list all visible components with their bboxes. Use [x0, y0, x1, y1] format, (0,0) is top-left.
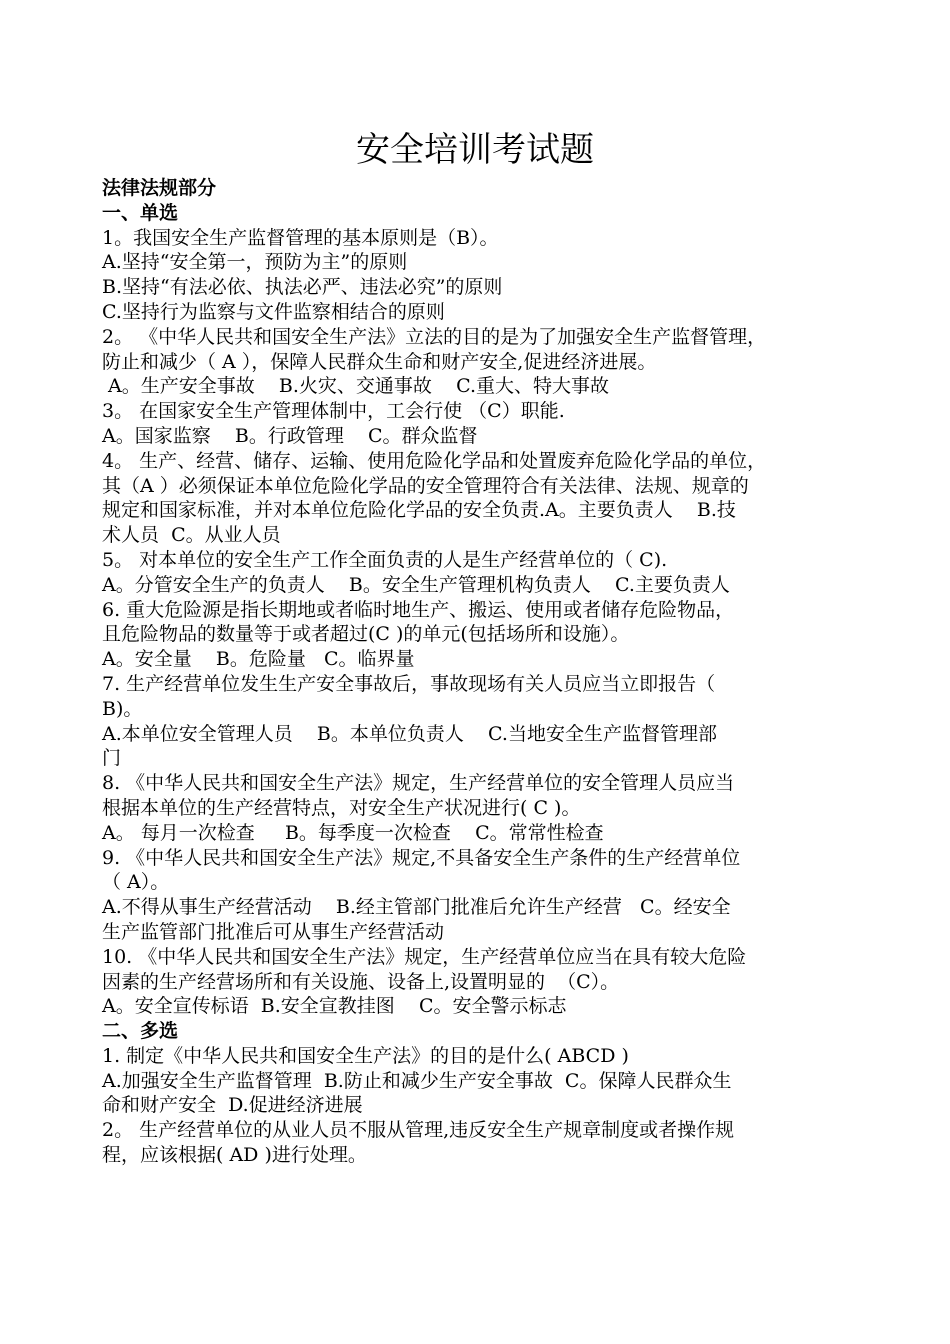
text-line: 10. 《中华人民共和国安全生产法》规定，生产经营单位应当在具有较大危险: [102, 945, 747, 968]
text-line: 程，应该根据( AD )进行处理。: [102, 1144, 367, 1167]
text-line: 1. 制定《中华人民共和国安全生产法》的目的是什么( ABCD ): [102, 1044, 629, 1067]
text-line: A。 每月一次检查 B。每季度一次检查 C。常常性检查: [102, 821, 604, 844]
section-heading: 一、单选: [102, 201, 179, 224]
text-line: A。国家监察 B。行政管理 C。群众监督: [102, 424, 478, 447]
text-line: A。分管安全生产的负责人 B。安全生产管理机构负责人 C.主要负责人: [102, 573, 730, 596]
document-body: [102, 176, 882, 1168]
text-line: 生产监管部门批准后可从事生产经营活动: [102, 920, 445, 943]
text-line: 5。 对本单位的安全生产工作全面负责的人是生产经营单位的（ C).: [102, 548, 668, 571]
page-title: 安全培训考试题: [356, 130, 594, 170]
text-line: 其（A ）必须保证本单位危险化学品的安全管理符合有关法律、法规、规章的: [102, 474, 749, 497]
text-line: 因素的生产经营场所和有关设施、设备上,设置明显的 （C）。: [102, 970, 620, 993]
text-line: 门: [102, 747, 122, 770]
text-line: 规定和国家标准，并对本单位危险化学品的安全负责.A。主要负责人 B.技: [102, 499, 736, 522]
text-line: A.加强安全生产监督管理 B.防止和减少生产安全事故 C。保障人民群众生: [102, 1069, 732, 1092]
text-line: A。安全宣传标语 B.安全宣教挂图 C。安全警示标志: [102, 995, 567, 1018]
section-heading: 二、多选: [102, 1020, 179, 1043]
text-line: 6. 重大危险源是指长期地或者临时地生产、搬运、使用或者储存危险物品，: [102, 598, 735, 621]
text-line: 2。 《中华人民共和国安全生产法》立法的目的是为了加强安全生产监督管理，: [102, 325, 767, 348]
text-line: B)。: [102, 697, 143, 720]
text-line: 防止和减少（ A ），保障人民群众生命和财产安全,促进经济进展。: [102, 350, 657, 373]
text-line: 且危险物品的数量等于或者超过(C )的单元(包括场所和设施）。: [102, 623, 630, 646]
text-line: 3。 在国家安全生产管理体制中，工会行使 （C）职能.: [102, 400, 565, 423]
text-line: 1。我国安全生产监督管理的基本原则是（B）。: [102, 226, 499, 249]
text-line: 9. 《中华人民共和国安全生产法》规定,不具备安全生产条件的生产经营单位: [102, 846, 741, 869]
text-line: A.不得从事生产经营活动 B.经主管部门批准后允许生产经营 C。经安全: [102, 896, 731, 919]
text-line: B.坚持“有法必依、执法必严、违法必究”的原则: [102, 276, 503, 299]
text-line: 7. 生产经营单位发生生产安全事故后，事故现场有关人员应当立即报告（: [102, 672, 716, 695]
text-line: 术人员 C。从业人员: [102, 524, 281, 547]
text-line: A。安全量 B。危险量 C。临界量: [102, 648, 415, 671]
text-line: （ A）。: [102, 871, 170, 894]
section-heading: 法律法规部分: [102, 177, 217, 199]
text-line: 根据本单位的生产经营特点，对安全生产状况进行( C )。: [102, 796, 581, 819]
text-line: 4。 生产、经营、储存、运输、使用危险化学品和处置废弃危险化学品的单位，: [102, 449, 767, 472]
text-line: A。生产安全事故 B.火灾、交通事故 C.重大、特大事故: [102, 375, 609, 398]
text-line: A.坚持“安全第一，预防为主”的原则: [102, 251, 408, 274]
text-line: 8. 《中华人民共和国安全生产法》规定，生产经营单位的安全管理人员应当: [102, 772, 735, 795]
text-line: A.本单位安全管理人员 B。本单位负责人 C.当地安全生产监督管理部: [102, 722, 717, 745]
text-line: C.坚持行为监察与文件监察相结合的原则: [102, 300, 445, 323]
text-line: 2。 生产经营单位的从业人员不服从管理,违反安全生产规章制度或者操作规: [102, 1119, 735, 1142]
text-line: 命和财产安全 D.促进经济进展: [102, 1094, 363, 1117]
